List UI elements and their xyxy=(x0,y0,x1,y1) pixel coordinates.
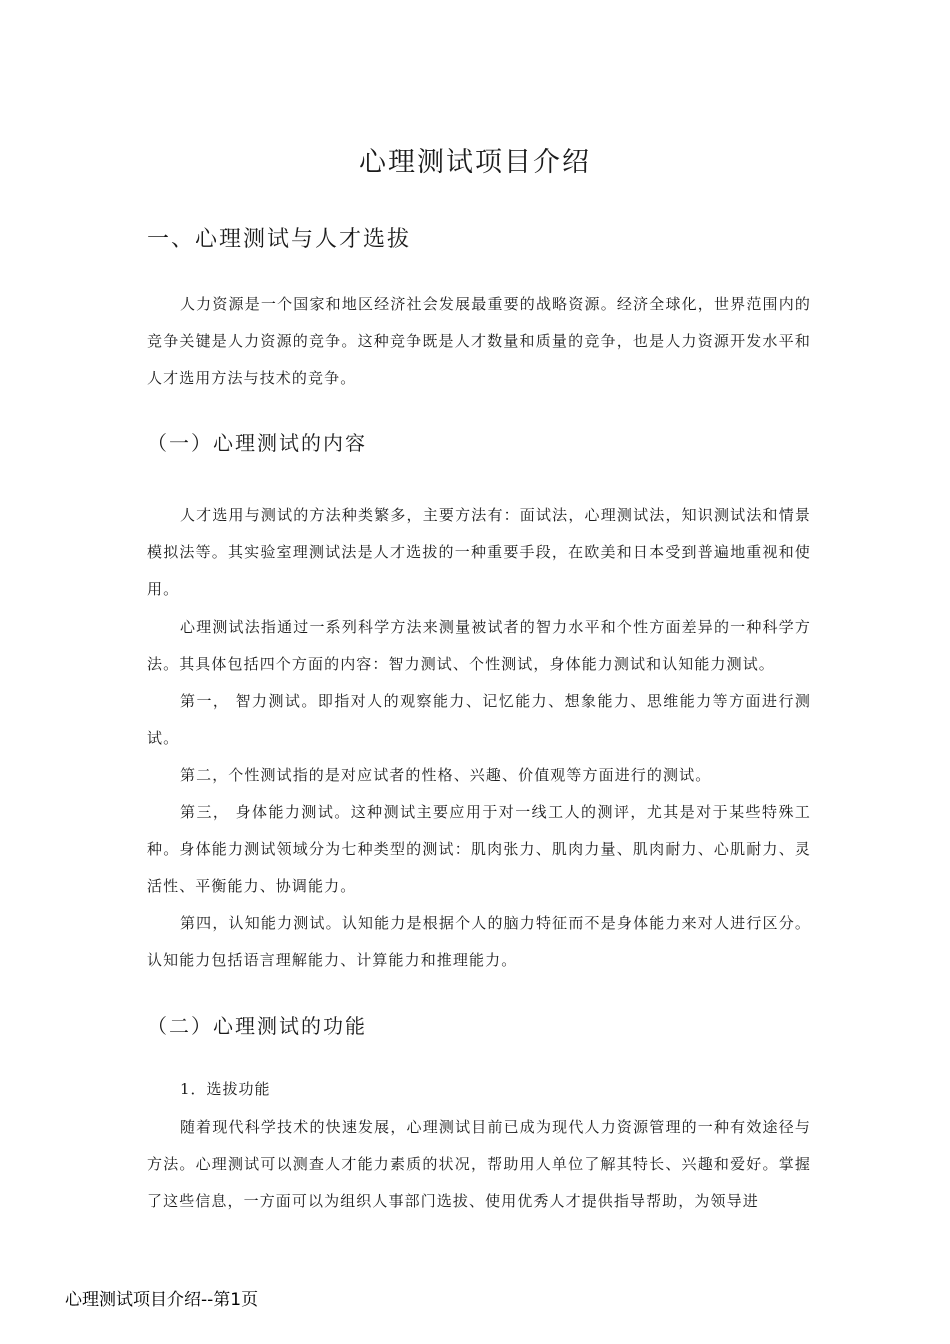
paragraph-personality-test: 第二，个性测试指的是对应试者的性格、兴趣、价值观等方面进行的测试。 xyxy=(180,766,712,784)
document-title: 心理测试项目介绍 xyxy=(359,147,591,178)
paragraph-methods: 人才选用与测试的方法种类繁多，主要方法有：面试法，心理测试法，知识测试法和情景模拟法等。其实验室理测试法是人才选拔的一种重要手段，在欧美和日本受到普遍地重视和使用。 xyxy=(147,506,811,598)
paragraph-intelligence-test: 第一， 智力测试。即指对人的观察能力、记忆能力、想象能力、思维能力等方面进行测试。 xyxy=(147,692,811,747)
section-heading-1: 一、心理测试与人才选拔 xyxy=(147,227,412,252)
subsection-heading-1: （一）心理测试的内容 xyxy=(147,431,367,455)
paragraph-physical-test: 第三， 身体能力测试。这种测试主要应用于对一线工人的测评，尤其是对于某些特殊工种。身体能力测试领域分为七种类型的测试：肌肉张力、肌肉力量、肌肉耐力、心肌耐力、灵活性、平衡能力、协调能力。 xyxy=(147,803,811,895)
page-footer: 心理测试项目介绍--第1页 xyxy=(65,1290,259,1310)
paragraph-intro: 人力资源是一个国家和地区经济社会发展最重要的战略资源。经济全球化，世界范围内的竞争关键是人力资源的竞争。这种竞争既是人才数量和质量的竞争，也是人力资源开发水平和人才选用方法与技术的竞争。 xyxy=(147,295,811,387)
paragraph-definition: 心理测试法指通过一系列科学方法来测量被试者的智力水平和个性方面差异的一种科学方法。其具体包括四个方面的内容：智力测试、个性测试，身体能力测试和认知能力测试。 xyxy=(147,618,811,673)
subsection-heading-2: （二）心理测试的功能 xyxy=(147,1014,367,1038)
paragraph-cognitive-test: 第四，认知能力测试。认知能力是根据个人的脑力特征而不是身体能力来对人进行区分。认知能力包括语言理解能力、计算能力和推理能力。 xyxy=(147,914,811,969)
list-item-selection: 1．选拔功能 xyxy=(180,1080,271,1098)
paragraph-selection-function: 随着现代科学技术的快速发展，心理测试目前已成为现代人力资源管理的一种有效途径与方法。心理测试可以测查人才能力素质的状况，帮助用人单位了解其特长、兴趣和爱好。掌握了这些信息，一方面可以为组织人事部门选拔、使用优秀人才提供指导帮助，为领导进 xyxy=(147,1118,811,1210)
